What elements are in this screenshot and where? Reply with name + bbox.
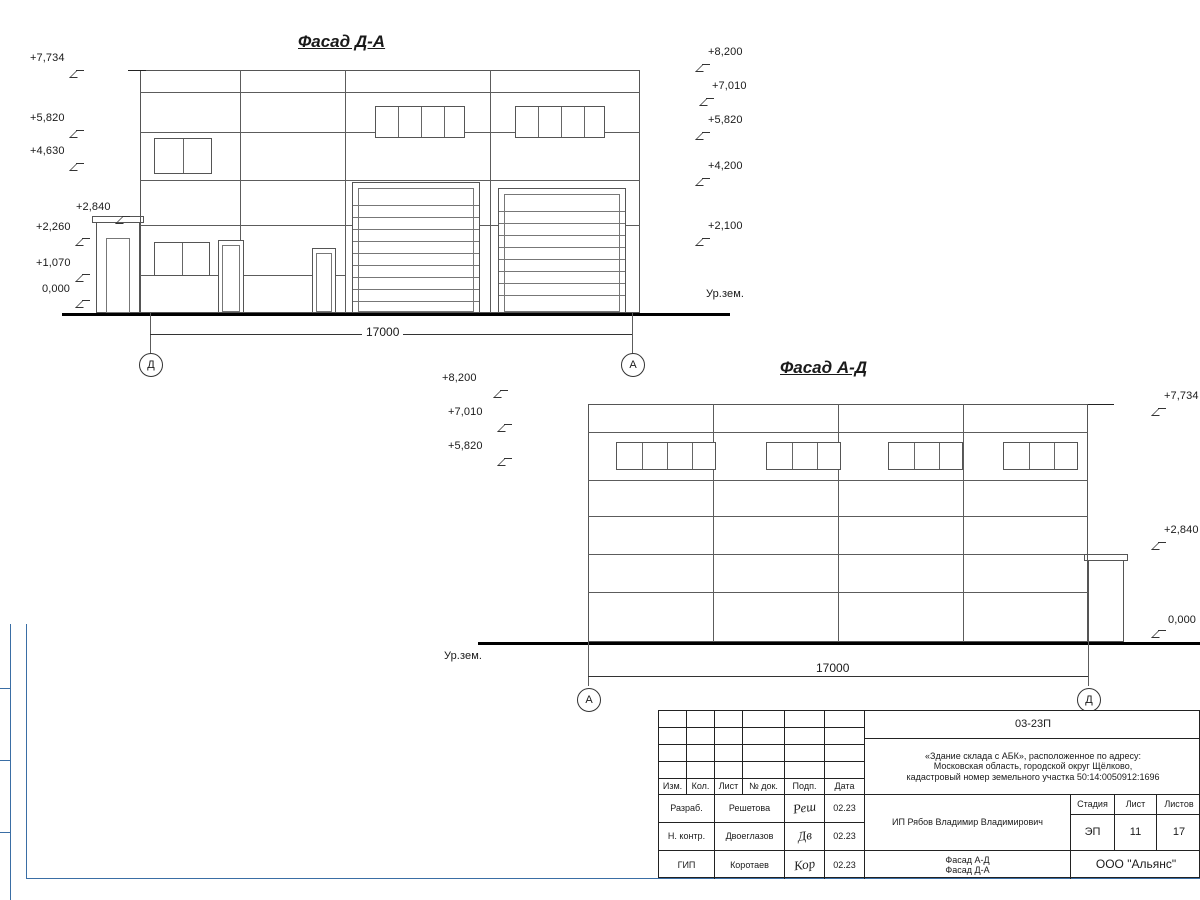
stamp-rev-blank-11 [785,728,825,745]
stamp-code: 03-23П [865,711,1200,739]
facade1-level-tick-5820 [76,130,85,139]
stamp-sheet-header: Лист [1115,795,1157,815]
facade2-building [588,404,1088,642]
signature-2: Кор [792,855,816,873]
facade1-window-ribbon-2 [515,106,605,138]
stamp-rev-blank-5 [785,711,825,728]
facade1-gate-right [498,188,626,313]
facade1-level-2840: +2,840 [76,201,111,213]
sheet-border-bottom-left [26,624,27,879]
facade2-joint-2 [838,404,839,642]
stamp-rev-blank-1 [659,711,687,728]
facade1-dimension-text: 17000 [362,325,403,339]
facade2-joint-3 [963,404,964,642]
facade1-axis-line-right [632,313,633,355]
stamp-row-role-1: Н. контр. [659,823,715,851]
stamp-row-date-1: 02.23 [825,823,865,851]
stamp-rev-blank-23 [785,762,825,779]
stamp-designer: ИП Рябов Владимир Владимирович [865,795,1071,851]
sheet-border-left-rows2 [0,760,10,761]
facade1-axis-right: А [621,353,645,377]
stamp-rev-blank-18 [825,745,865,762]
stamp-sheet-title [865,851,1071,879]
stamp-rev-blank-6 [825,711,865,728]
stamp-stage-value: ЭП [1071,815,1115,851]
facade2-window-4 [1003,442,1078,470]
stamp-rev-blank-8 [687,728,715,745]
signature-0: Реш [791,798,817,817]
facade1-ground-line [62,313,730,316]
facade1-level-tick-0000 [82,300,91,309]
stamp-col-izm: Изм. [659,779,687,795]
facade1-right-level-5820: +5,820 [708,114,743,126]
stamp-sheets-header: Листов [1157,795,1200,815]
facade1-right-tick-8200 [702,64,711,73]
stamp-rev-blank-19 [659,762,687,779]
facade2-level-5820: +5,820 [448,440,483,452]
facade1-title: Фасад Д-А [298,32,386,51]
facade2-band-4 [588,554,1088,555]
stamp-row-date-2: 02.23 [825,851,865,879]
stamp-rev-blank-14 [687,745,715,762]
facade2-axis-right: Д [1077,688,1101,712]
facade2-porch [1088,560,1124,642]
sheet-border-left-rows3 [0,832,10,833]
facade2-axis-line-left [588,642,589,686]
facade2-right-tick-0000 [1158,630,1167,639]
stamp-rev-blank-13 [659,745,687,762]
facade1-level-tick-4630 [76,163,85,172]
stamp-rev-blank-10 [743,728,785,745]
stamp-rev-blank-24 [825,762,865,779]
stamp-col-podp: Подп. [785,779,825,795]
facade1-window-ribbon-1 [375,106,465,138]
stamp-row-date-0: 02.23 [825,795,865,823]
facade2-right-tick-2840 [1158,542,1167,551]
facade2-level-8200: +8,200 [442,372,477,384]
sheet-border-left-rows [0,688,10,689]
stamp-rev-blank-9 [715,728,743,745]
facade1-level-tick-2840 [122,216,131,225]
facade2-parapet [1088,404,1114,405]
stamp-col-ndok: № док. [743,779,785,795]
facade2-right-level-0000: 0,000 [1168,614,1197,626]
facade2-axis-line-right [1088,642,1089,686]
facade2-ground-label: Ур.зем. [444,650,483,662]
facade1-band-3 [140,180,640,181]
stamp-sheets-value: 17 [1157,815,1200,851]
stamp-sheet-title-line-1: Фасад А-Д [945,854,990,865]
facade1-door-2 [312,248,336,313]
facade1-door-1 [218,240,244,313]
stamp-rev-blank-17 [785,745,825,762]
facade2-axis-left: А [577,688,601,712]
facade1-level-2260: +2,260 [36,221,71,233]
facade2-band-2 [588,480,1088,481]
stamp-row-sign-2 [785,851,825,879]
facade2-band-5 [588,592,1088,593]
facade1-gate-left [352,182,480,313]
stamp-col-kol: Кол. [687,779,715,795]
facade1-window-lower-left [154,242,210,276]
stamp-rev-blank-7 [659,728,687,745]
facade2-tick-7010 [504,424,513,433]
facade1-right-level-7010: +7,010 [712,80,747,92]
facade1-right-level-2100: +2,100 [708,220,743,232]
facade1-level-tick-1070 [82,274,91,283]
facade1-parapet [128,70,146,71]
stamp-row-role-2: ГИП [659,851,715,879]
stamp-row-name-2: Коротаев [715,851,785,879]
facade1-right-tick-7010 [706,98,715,107]
facade1-level-4630: +4,630 [30,145,65,157]
facade1-window-upper-left [154,138,212,174]
title-block [658,710,1200,878]
signature-1: Дв [796,827,813,844]
facade1-joint-2 [345,70,346,313]
facade1-band-1 [140,92,640,93]
stamp-rev-blank-22 [743,762,785,779]
sheet-border-left [0,624,11,900]
facade2-band-1 [588,432,1088,433]
facade2-ground-line [478,642,1200,645]
facade2-dimension-line [588,676,1088,677]
stamp-company: ООО "Альянс" [1095,857,1177,872]
stamp-rev-blank-12 [825,728,865,745]
facade2-level-7010: +7,010 [448,406,483,418]
facade1-ground-label: Ур.зем. [706,288,745,300]
facade2-band-3 [588,516,1088,517]
stamp-rev-blank-16 [743,745,785,762]
stamp-rev-blank-4 [743,711,785,728]
facade1-right-tick-5820 [702,132,711,141]
stamp-rev-blank-21 [715,762,743,779]
stamp-object-line-1: «Здание склада с АБК», расположенное по адресу: [925,750,1141,761]
facade1-right-tick-2100 [702,238,711,247]
stamp-rev-blank-15 [715,745,743,762]
facade2-tick-8200 [500,390,509,399]
facade1-level-1070: +1,070 [36,257,71,269]
stamp-row-role-0: Разраб. [659,795,715,823]
stamp-rev-blank-20 [687,762,715,779]
facade1-level-tick-2260 [82,238,91,247]
facade1-porch-door [106,238,130,313]
stamp-col-list: Лист [715,779,743,795]
facade2-right-tick-7734 [1158,408,1167,417]
facade1-right-level-8200: +8,200 [708,46,743,58]
stamp-row-sign-0 [785,795,825,823]
facade1-level-tick-7734 [76,70,85,79]
stamp-row-name-1: Двоеглазов [715,823,785,851]
stamp-row-sign-1 [785,823,825,851]
facade2-window-2 [766,442,841,470]
stamp-rev-blank-3 [715,711,743,728]
stamp-rev-blank-2 [687,711,715,728]
facade2-window-1 [616,442,716,470]
stamp-object-description [865,739,1200,795]
facade2-joint-1 [713,404,714,642]
stamp-sheet-value: 11 [1115,815,1157,851]
facade1-level-0000: 0,000 [42,283,71,295]
facade1-right-tick-4200 [702,178,711,187]
stamp-stage-header: Стадия [1071,795,1115,815]
facade1-level-5820: +5,820 [30,112,65,124]
stamp-col-data: Дата [825,779,865,795]
facade1-axis-left: Д [139,353,163,377]
facade2-tick-5820 [504,458,513,467]
facade2-right-level-2840: +2,840 [1164,524,1199,536]
stamp-object-line-2: Московская область, городской округ Щёлково, [933,761,1133,772]
stamp-row-name-0: Решетова [715,795,785,823]
facade2-porch-canopy [1084,554,1128,561]
stamp-sheet-title-line-2: Фасад Д-А [945,865,990,875]
facade2-right-level-7734: +7,734 [1164,390,1199,402]
facade2-title: Фасад А-Д [780,358,868,377]
facade2-window-3 [888,442,963,470]
facade1-level-7734: +7,734 [30,52,65,64]
facade2-dimension-text: 17000 [812,661,853,675]
facade1-joint-3 [490,70,491,313]
facade1-right-level-4200: +4,200 [708,160,743,172]
stamp-object-line-3: кадастровый номер земельного участка 50:14:0050912:1696 [906,771,1160,782]
facade1-building [140,70,640,313]
